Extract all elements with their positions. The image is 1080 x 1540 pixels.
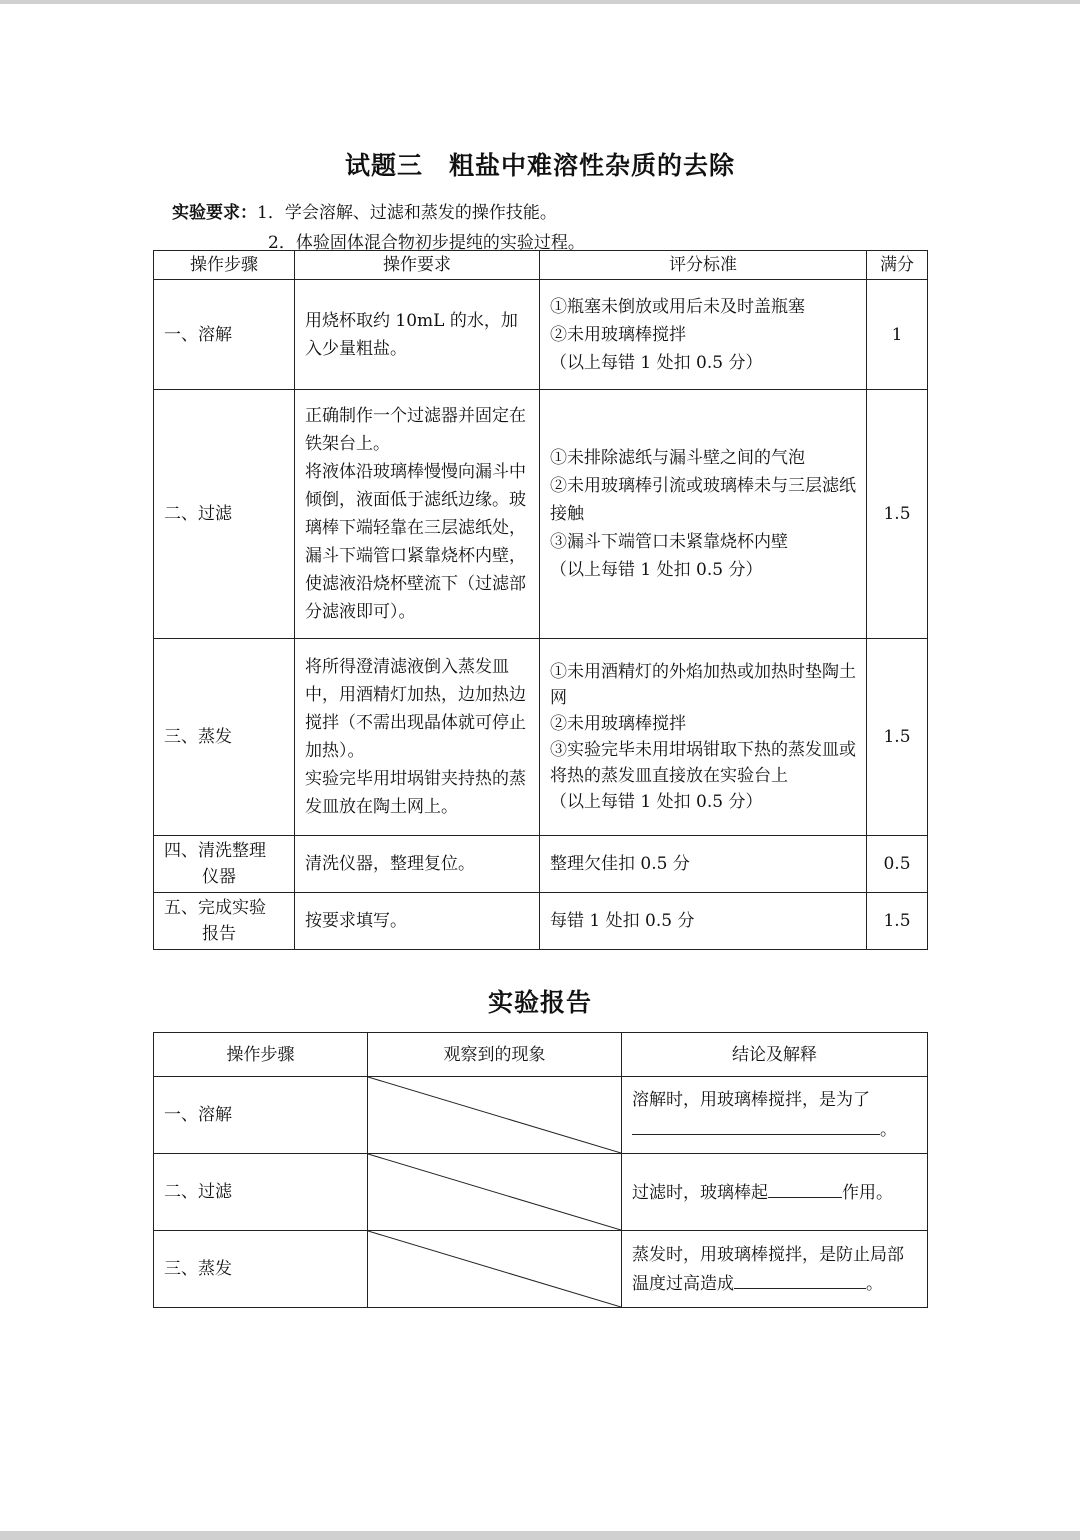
table-row bbox=[154, 639, 928, 836]
criteria-line: ③漏斗下端管口未紧靠烧杯内壁 bbox=[550, 532, 788, 552]
task-text: 实验完毕用坩埚钳夹持热的蒸发皿放在陶土网上。 bbox=[305, 769, 526, 817]
step-text: 五、完成实验 bbox=[164, 898, 266, 918]
header-cell: 评分标准 bbox=[540, 251, 867, 280]
step-cell: 一、溶解 bbox=[154, 1077, 368, 1154]
criteria-line: 每错 1 处扣 0.5 分 bbox=[550, 911, 695, 931]
conclusion-text: 蒸发时，用玻璃棒搅拌，是防止局部温度过高造成 bbox=[632, 1244, 904, 1294]
observation-cell[interactable] bbox=[368, 1154, 622, 1231]
table-row bbox=[154, 893, 928, 950]
diagonal-slash bbox=[368, 1231, 621, 1307]
header-cell: 满分 bbox=[867, 251, 928, 280]
report-table-header bbox=[154, 1033, 928, 1077]
step-text: 二、过滤 bbox=[164, 504, 232, 524]
task-cell bbox=[295, 280, 540, 390]
criteria-cell bbox=[540, 639, 867, 836]
step-cell bbox=[154, 390, 295, 639]
conclusion-cell bbox=[622, 1077, 928, 1154]
step-text: 四、清洗整理 bbox=[164, 841, 266, 861]
criteria-cell bbox=[540, 893, 867, 950]
score-cell: 0.5 bbox=[867, 836, 928, 893]
criteria-line: ②未用玻璃棒搅拌 bbox=[550, 714, 686, 734]
step-cell bbox=[154, 639, 295, 836]
conclusion-cell bbox=[622, 1231, 928, 1308]
task-text: 按要求填写。 bbox=[305, 911, 407, 931]
conclusion-cell bbox=[622, 1154, 928, 1231]
criteria-line: ①未排除滤纸与漏斗壁之间的气泡 bbox=[550, 448, 805, 468]
page-title: 试题三 粗盐中难溶性杂质的去除 bbox=[344, 151, 735, 180]
score-cell: 1 bbox=[867, 280, 928, 390]
table-row bbox=[154, 1154, 928, 1231]
criteria-cell bbox=[540, 836, 867, 893]
criteria-cell bbox=[540, 390, 867, 639]
task-cell bbox=[295, 836, 540, 893]
conclusion-end: 。 bbox=[866, 1273, 883, 1294]
scoring-table bbox=[153, 250, 928, 950]
answer-blank[interactable] bbox=[768, 1177, 842, 1198]
score-cell: 1.5 bbox=[867, 639, 928, 836]
criteria-line: （以上每错 1 处扣 0.5 分） bbox=[550, 792, 763, 812]
task-cell bbox=[295, 639, 540, 836]
answer-blank[interactable] bbox=[632, 1114, 880, 1135]
criteria-cell bbox=[540, 280, 867, 390]
criteria-line: 整理欠佳扣 0.5 分 bbox=[550, 854, 690, 874]
table-row bbox=[154, 280, 928, 390]
task-text: 清洗仪器，整理复位。 bbox=[305, 854, 475, 874]
observation-cell[interactable] bbox=[368, 1077, 622, 1154]
header-cell: 操作步骤 bbox=[154, 251, 295, 280]
requirement-label: 实验要求： bbox=[172, 203, 257, 223]
criteria-line: ①未用酒精灯的外焰加热或加热时垫陶土网 bbox=[550, 662, 856, 708]
header-cell: 操作步骤 bbox=[154, 1033, 368, 1077]
score-cell: 1.5 bbox=[867, 390, 928, 639]
criteria-line: （以上每错 1 处扣 0.5 分） bbox=[550, 352, 763, 373]
criteria-line: ②未用玻璃棒搅拌 bbox=[550, 324, 686, 345]
task-text: 用烧杯取约 10mL 的水，加入少量粗盐。 bbox=[305, 310, 518, 359]
step-text: 报告 bbox=[202, 924, 236, 944]
conclusion-text: 溶解时，用玻璃棒搅拌，是为了 bbox=[632, 1090, 870, 1110]
task-text: 正确制作一个过滤器并固定在铁架台上。 bbox=[305, 406, 526, 454]
answer-blank[interactable] bbox=[734, 1268, 866, 1289]
conclusion-end: 作用。 bbox=[842, 1183, 893, 1203]
step-text: 三、蒸发 bbox=[164, 727, 232, 747]
page-top-edge bbox=[0, 0, 1080, 4]
requirement-item: 2．体验固体混合物初步提纯的实验过程。 bbox=[268, 233, 585, 253]
step-text: 一、溶解 bbox=[164, 324, 232, 345]
step-cell: 二、过滤 bbox=[154, 1154, 368, 1231]
step-cell bbox=[154, 893, 295, 950]
step-cell: 三、蒸发 bbox=[154, 1231, 368, 1308]
task-cell bbox=[295, 390, 540, 639]
step-cell bbox=[154, 836, 295, 893]
table-row bbox=[154, 1231, 928, 1308]
criteria-line: ①瓶塞未倒放或用后未及时盖瓶塞 bbox=[550, 296, 805, 317]
step-cell bbox=[154, 280, 295, 390]
diagonal-slash bbox=[368, 1154, 621, 1230]
conclusion-text: 过滤时，玻璃棒起 bbox=[632, 1183, 768, 1203]
conclusion-end: 。 bbox=[880, 1120, 897, 1140]
observation-cell[interactable] bbox=[368, 1231, 622, 1308]
scoring-table-header bbox=[154, 251, 928, 280]
diagonal-slash bbox=[368, 1077, 621, 1153]
table-row bbox=[154, 1077, 928, 1154]
criteria-line: ②未用玻璃棒引流或玻璃棒未与三层滤纸接触 bbox=[550, 476, 856, 524]
requirement-line-1 bbox=[172, 198, 557, 223]
header-cell: 操作要求 bbox=[295, 251, 540, 280]
table-row bbox=[154, 390, 928, 639]
criteria-line: ③实验完毕未用坩埚钳取下热的蒸发皿或将热的蒸发皿直接放在实验台上 bbox=[550, 740, 856, 786]
page-bottom-edge bbox=[0, 1531, 1080, 1540]
score-cell: 1.5 bbox=[867, 893, 928, 950]
table-row bbox=[154, 836, 928, 893]
step-text: 仪器 bbox=[202, 867, 236, 887]
report-title: 实验报告 bbox=[487, 988, 592, 1017]
header-cell: 观察到的现象 bbox=[368, 1033, 622, 1077]
task-text: 将所得澄清滤液倒入蒸发皿中，用酒精灯加热，边加热边搅拌（不需出现晶体就可停止加热）。 bbox=[305, 657, 526, 761]
task-text: 将液体沿玻璃棒慢慢向漏斗中倾倒，液面低于滤纸边缘。玻璃棒下端轻靠在三层滤纸处，漏斗下端管口紧靠烧杯内壁，使滤液沿烧杯壁流下（过滤部分滤液即可）。 bbox=[305, 462, 526, 622]
task-cell bbox=[295, 893, 540, 950]
report-table bbox=[153, 1032, 928, 1308]
requirement-item: 1．学会溶解、过滤和蒸发的操作技能。 bbox=[257, 203, 557, 223]
header-cell: 结论及解释 bbox=[622, 1033, 928, 1077]
criteria-line: （以上每错 1 处扣 0.5 分） bbox=[550, 560, 763, 580]
